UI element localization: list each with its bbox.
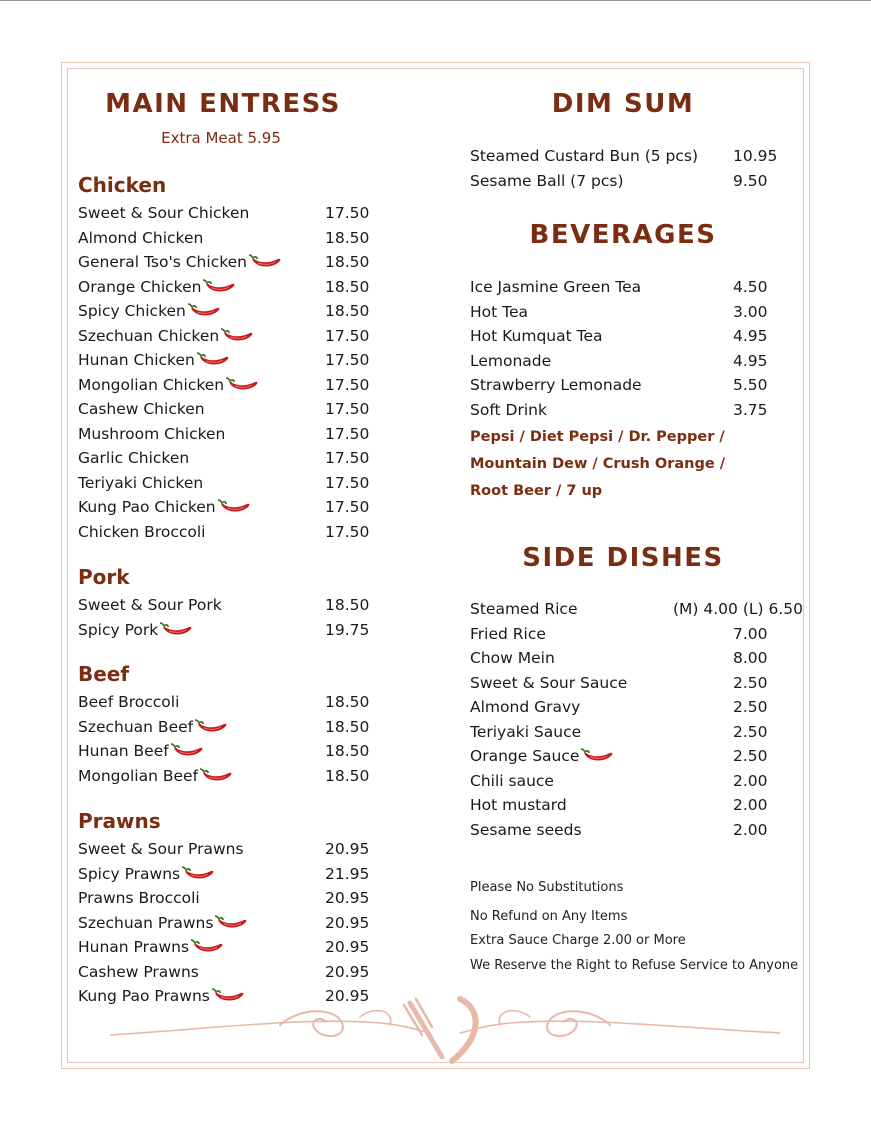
item-price: 7.00 [733, 624, 768, 643]
item-name: Szechuan Chicken [78, 326, 220, 345]
item-price: 18.50 [325, 742, 370, 760]
item-price: 2.50 [733, 673, 768, 692]
menu-item-sesame-ball-7-pcs [470, 169, 810, 194]
menu-item-orange-sauce [470, 744, 810, 769]
menu-item-sweet-sour-sauce [470, 671, 810, 696]
item-name: Hot Tea [470, 302, 529, 321]
item-price: 18.50 [325, 596, 370, 614]
item-price: 20.95 [325, 962, 370, 981]
menu-item-sweet-sour-pork [78, 593, 388, 618]
item-name: Garlic Chicken [78, 449, 190, 467]
soft-drink-option-line: Root Beer / 7 up [470, 483, 603, 499]
menu-item-hunan-chicken [78, 348, 388, 373]
item-name: Beef Broccoli [78, 693, 180, 711]
menu-item-szechuan-beef [78, 715, 388, 740]
menu-item-steamed-rice [470, 597, 810, 622]
item-price: 18.50 [325, 302, 370, 320]
item-price: 5.50 [733, 376, 768, 394]
item-price: 20.95 [325, 913, 370, 932]
item-name: Strawberry Lemonade [470, 376, 642, 394]
policy-note: Please No Substitutions [470, 880, 624, 895]
menu-item-almond-chicken [78, 226, 388, 251]
item-price: 3.75 [733, 400, 768, 419]
item-name: Hot mustard [470, 796, 567, 814]
menu-item-hunan-prawns [78, 935, 388, 960]
chili-pepper-icon [202, 278, 236, 294]
item-name: Cashew Chicken [78, 400, 205, 418]
chili-pepper-icon [181, 865, 215, 881]
item-price: 18.50 [325, 717, 370, 736]
item-name: Hunan Chicken [78, 351, 195, 369]
menu-item-mongolian-chicken [78, 373, 388, 398]
beverages-list [470, 275, 810, 422]
item-price: 18.50 [325, 277, 370, 296]
menu-item-chow-mein [470, 646, 810, 671]
chili-pepper-icon [187, 302, 221, 318]
menu-item-hot-mustard [470, 793, 810, 818]
chili-pepper-icon [170, 742, 204, 758]
chili-pepper-icon [217, 498, 251, 514]
item-name: Orange Chicken [78, 277, 202, 296]
chili-pepper-icon [225, 376, 259, 392]
item-price: 4.95 [733, 351, 768, 370]
menu-item-cashew-chicken [78, 397, 388, 422]
menu-item-steamed-custard-bun-5-pcs [470, 144, 810, 169]
item-price: 18.50 [325, 253, 370, 271]
menu-item-spicy-chicken [78, 299, 388, 324]
item-price: (M) 4.00 (L) 6.50 [673, 600, 804, 618]
menu-item-ice-jasmine-green-tea [470, 275, 810, 300]
menu-item-beef-broccoli [78, 690, 388, 715]
menu-item-hot-tea [470, 300, 810, 325]
item-price: 17.50 [325, 326, 370, 345]
item-name: Mongolian Beef [78, 766, 199, 785]
item-name: Almond Chicken [78, 228, 204, 247]
dim-sum-list [470, 144, 810, 193]
item-name: Almond Gravy [470, 698, 581, 716]
menu-item-hunan-beef [78, 739, 388, 764]
item-name: Teriyaki Chicken [78, 473, 204, 492]
item-name: Cashew Prawns [78, 962, 199, 981]
policy-note: No Refund on Any Items [470, 908, 628, 924]
menu-item-szechuan-chicken [78, 324, 388, 349]
policy-note: We Reserve the Right to Refuse Service to Anyone [470, 957, 799, 973]
menu-item-fried-rice [470, 622, 810, 647]
menu-item-spicy-prawns [78, 862, 388, 887]
category-chicken: Chicken [78, 173, 167, 197]
item-name: Spicy Pork [78, 620, 159, 639]
item-price: 2.00 [733, 771, 768, 790]
item-price: 2.50 [733, 747, 768, 765]
entree-categories [78, 170, 388, 1009]
item-price: 9.50 [733, 171, 768, 190]
item-name: Kung Pao Prawns [78, 987, 210, 1005]
menu-item-teriyaki-chicken [78, 471, 388, 496]
soft-drink-option-line: Mountain Dew / Crush Orange / [470, 456, 726, 472]
menu-item-hot-kumquat-tea [470, 324, 810, 349]
item-name: Fried Rice [470, 624, 546, 643]
item-name: Sweet & Sour Sauce [470, 673, 628, 692]
item-name: Szechuan Beef [78, 717, 194, 736]
extra-meat-note: Extra Meat 5.95 [161, 129, 281, 147]
item-price: 20.95 [325, 938, 370, 956]
category-pork: Pork [78, 565, 130, 589]
item-price: 4.95 [733, 327, 768, 345]
side-dishes-title: SIDE DISHES [522, 543, 724, 573]
chili-pepper-icon [220, 327, 254, 343]
item-price: 2.00 [733, 820, 768, 839]
item-price: 20.95 [325, 987, 370, 1005]
item-name: Soft Drink [470, 400, 547, 419]
item-price: 17.50 [325, 473, 370, 492]
item-price: 18.50 [325, 693, 370, 711]
menu-item-chili-sauce [470, 769, 810, 794]
item-name: General Tso's Chicken [78, 253, 247, 271]
menu-item-sesame-seeds [470, 818, 810, 843]
right-column [470, 86, 810, 978]
item-name: Lemonade [470, 351, 552, 370]
item-price: 10.95 [733, 147, 778, 165]
chili-pepper-icon [199, 767, 233, 783]
item-name: Sesame Ball (7 pcs) [470, 171, 624, 190]
item-name: Spicy Prawns [78, 864, 181, 883]
item-name: Prawns Broccoli [78, 889, 200, 907]
left-column [78, 86, 388, 1009]
chili-pepper-icon [580, 747, 614, 763]
menu-item-mongolian-beef [78, 764, 388, 789]
category-beef: Beef [78, 662, 130, 686]
beverages-title: BEVERAGES [529, 220, 717, 250]
menu-item-prawns-broccoli [78, 886, 388, 911]
item-name: Chow Mein [470, 649, 555, 667]
item-price: 18.50 [325, 228, 370, 247]
category-prawns: Prawns [78, 809, 161, 833]
menu-item-strawberry-lemonade [470, 373, 810, 398]
menu-item-sweet-sour-chicken [78, 201, 388, 226]
menu-item-soft-drink [470, 398, 810, 423]
menu-item-spicy-pork [78, 618, 388, 643]
item-price: 2.00 [733, 796, 768, 814]
item-name: Szechuan Prawns [78, 913, 214, 932]
item-price: 3.00 [733, 302, 768, 321]
chili-pepper-icon [196, 351, 230, 367]
chili-pepper-icon [190, 938, 224, 954]
chili-pepper-icon [159, 621, 193, 637]
item-price: 17.50 [325, 204, 370, 222]
item-name: Sweet & Sour Chicken [78, 204, 250, 222]
item-price: 20.95 [325, 889, 370, 907]
menu-item-almond-gravy [470, 695, 810, 720]
item-name: Steamed Rice [470, 600, 578, 618]
side-dishes-list [470, 597, 810, 842]
item-name: Chili sauce [470, 771, 554, 790]
item-price: 17.50 [325, 375, 370, 394]
item-name: Chicken Broccoli [78, 522, 206, 541]
item-name: Mongolian Chicken [78, 375, 225, 394]
chili-pepper-icon [248, 253, 282, 269]
soft-drink-option-line: Pepsi / Diet Pepsi / Dr. Pepper / [470, 429, 725, 445]
item-price: 17.50 [325, 449, 370, 467]
item-price: 17.50 [325, 498, 370, 516]
item-price: 17.50 [325, 424, 370, 443]
menu-item-garlic-chicken [78, 446, 388, 471]
item-price: 2.50 [733, 722, 768, 741]
menu-item-cashew-prawns [78, 960, 388, 985]
item-name: Sweet & Sour Prawns [78, 840, 244, 858]
item-name: Teriyaki Sauce [470, 722, 582, 741]
fork-flourish-ornament [110, 995, 780, 1065]
item-price: 19.75 [325, 620, 370, 639]
item-price: 2.50 [733, 698, 768, 716]
item-name: Spicy Chicken [78, 302, 186, 320]
main-entrees-title: MAIN ENTRESS [105, 89, 341, 119]
policy-note: Extra Sauce Charge 2.00 or More [470, 933, 686, 948]
item-price: 17.50 [325, 351, 370, 369]
item-name: Sesame seeds [470, 820, 582, 839]
menu-item-orange-chicken [78, 275, 388, 300]
item-name: Kung Pao Chicken [78, 498, 216, 516]
menu-item-lemonade [470, 349, 810, 374]
menu-item-sweet-sour-prawns [78, 837, 388, 862]
chili-pepper-icon [214, 914, 248, 930]
item-name: Steamed Custard Bun (5 pcs) [470, 147, 699, 165]
menu-item-mushroom-chicken [78, 422, 388, 447]
item-name: Orange Sauce [470, 747, 580, 765]
dim-sum-title: DIM SUM [551, 89, 695, 119]
menu-item-general-tso-s-chicken [78, 250, 388, 275]
soft-drink-options [470, 424, 810, 505]
item-name: Mushroom Chicken [78, 424, 226, 443]
item-name: Hot Kumquat Tea [470, 327, 603, 345]
menu-item-teriyaki-sauce [470, 720, 810, 745]
item-name: Ice Jasmine Green Tea [470, 278, 642, 296]
item-price: 18.50 [325, 766, 370, 785]
item-name: Hunan Prawns [78, 938, 190, 956]
item-price: 17.50 [325, 400, 370, 418]
item-name: Hunan Beef [78, 742, 169, 760]
menu-item-chicken-broccoli [78, 520, 388, 545]
chili-pepper-icon [194, 718, 228, 734]
item-price: 4.50 [733, 278, 768, 296]
menu-item-kung-pao-chicken [78, 495, 388, 520]
item-name: Sweet & Sour Pork [78, 596, 222, 614]
item-price: 21.95 [325, 864, 370, 883]
item-price: 20.95 [325, 840, 370, 858]
policy-notes [470, 876, 810, 978]
item-price: 17.50 [325, 522, 370, 541]
menu-item-szechuan-prawns [78, 911, 388, 936]
item-price: 8.00 [733, 649, 768, 667]
top-edge-line [0, 0, 871, 1]
